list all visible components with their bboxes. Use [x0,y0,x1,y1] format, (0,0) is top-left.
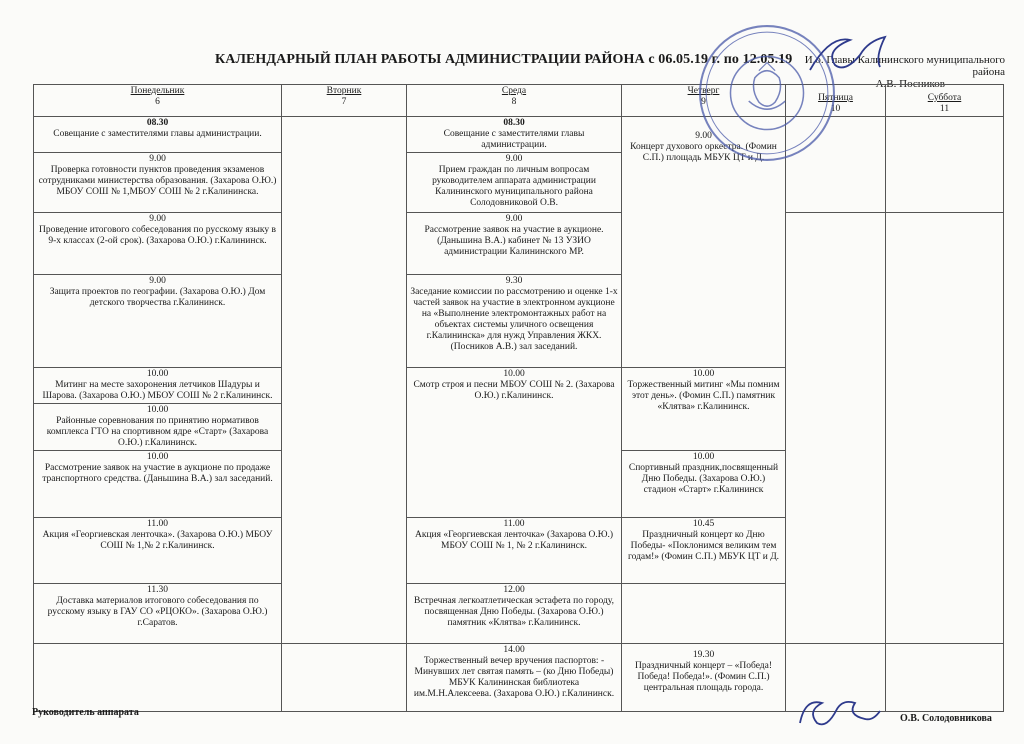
wed-event-7: 12.00 Встречная легкоатлетическая эстафета по городу, посвященная Дню Победы. (Захарова О.Ю.) памятник «Клятва» г.Калининск. [407,584,622,644]
mon-event-2: 9.00 Проверка готовности пунктов проведения экзаменов сотрудниками министерства образования. (Захарова О.Ю.) МБОУ СОШ № 1,МБОУ СОШ № 2 г.Калининска. [34,153,282,213]
wed-event-4: 9.30 Заседание комиссии по рассмотрению и оценке 1-х частей заявок на участие в электронном аукционе на «Выполнение электромонтажных работ на объектах системы уличного освещения г.Калининска» для нужд Управления ЖКХ. (Посников А.В.) зал заседаний. [407,275,622,368]
mon-event-8: 11.00 Акция «Георгиевская ленточка». (Захарова О.Ю.) МБОУ СОШ № 1,№ 2 г.Калининск. [34,518,282,584]
header-thursday: Четверг 9 [622,85,786,117]
saturday-cell-1 [886,117,1004,213]
footer-name: О.В. Солодовникова [900,713,992,724]
wed-event-3: 9.00 Рассмотрение заявок на участие в аукционе. (Даньшина В.А.) кабинет № 13 УЗИО администрации Калининского МР. [407,213,622,275]
mon-event-4: 9.00 Защита проектов по географии. (Захарова О.Ю.) Дом детского творчества г.Калининск. [34,275,282,368]
header-monday: Понедельник 6 [34,85,282,117]
header-friday: Пятница 10 [786,85,886,117]
thu-event-4: 10.45 Праздничный концерт ко Дню Победы- «Поклонимся великим тем годам!» (Фомин С.П.) МБУК ЦТ и Д. [622,518,786,584]
thu-event-5: 19.30 Праздничный концерт – «Победа! Победа! Победа!». (Фомин С.П.) центральная площадь города. [622,644,786,712]
mon-event-9: 11.30 Доставка материалов итогового собеседования по русскому языку в ГАУ СО «РЦОКО». (Захарова О.Ю.) г.Саратов. [34,584,282,644]
wed-event-5: 10.00 Смотр строя и песни МБОУ СОШ № 2. (Захарова О.Ю.) г.Калининск. [407,368,622,518]
friday-cell-1 [786,117,886,213]
mon-event-7: 10.00 Рассмотрение заявок на участие в аукционе по продаже транспортного средства. (Даньшина В.А.) зал заседаний. [34,451,282,518]
saturday-cell-2 [886,213,1004,644]
page-title: КАЛЕНДАРНЫЙ ПЛАН РАБОТЫ АДМИНИСТРАЦИИ РАЙОНА с 06.05.19 г. по 12.05.19 [215,52,793,67]
header-row [34,85,1004,117]
mon-event-1: 08.30 Совещание с заместителями главы администрации. [34,117,282,153]
thu-event-3: 10.00 Спортивный праздник,посвященный Дню Победы. (Захарова О.Ю.) стадион «Старт» г.Калининск [622,451,786,518]
thu-empty-cell [622,584,786,644]
tuesday-cell-2 [282,644,407,712]
thu-event-1: 9.00 Концерт духового оркестра. (Фомин С.П.) площадь МБУК ЦТ и Д. [622,117,786,368]
footer-position: Руководитель аппарата [32,707,139,718]
mon-event-6: 10.00 Районные соревнования по принятию нормативов комплекса ГТО на спортивном ядре «Старт» (Захарова О.Ю.) г.Калининск. [34,404,282,451]
saturday-cell-3 [886,644,1004,712]
wed-event-2: 9.00 Прием граждан по личным вопросам руководителем аппарата администрации Калининского муниципального района Солодовниковой О.В. [407,153,622,213]
mon-empty-cell [34,644,282,712]
approval-name: А.В. Посников [875,78,945,90]
header-saturday: Суббота 11 [886,85,1004,117]
header-wednesday: Среда 8 [407,85,622,117]
schedule-table [33,84,1004,712]
thu-event-2: 10.00 Торжественный митинг «Мы помним этот день». (Фомин С.П.) памятник «Клятва» г.Калининск. [622,368,786,451]
wed-event-6: 11.00 Акция «Георгиевская ленточка» (Захарова О.Ю.) МБОУ СОШ № 1, № 2 г.Калининск. [407,518,622,584]
tuesday-cell [282,117,407,644]
approval-position: И.о. Главы Калининского муниципального района [804,54,1005,78]
wed-event-1: 08.30 Совещание с заместителями главы администрации. [407,117,622,153]
wed-event-8: 14.00 Торжественный вечер вручения паспортов: - Минувших лет святая память – (ко Дню Победы) МБУК Калининская библиотека им.М.Н.Алексеева. (Захарова О.Ю.) г.Калининск. [407,644,622,712]
header-tuesday: Вторник 7 [282,85,407,117]
friday-cell-3 [786,644,886,712]
friday-cell-2 [786,213,886,644]
mon-event-5: 10.00 Митинг на месте захоронения летчиков Шадуры и Шарова. (Захарова О.Ю.) МБОУ СОШ № 2 г.Калининск. [34,368,282,404]
mon-event-3: 9.00 Проведение итогового собеседования по русскому языку в 9-х классах (2-ой срок). (Захарова О.Ю.) г.Калининск. [34,213,282,275]
